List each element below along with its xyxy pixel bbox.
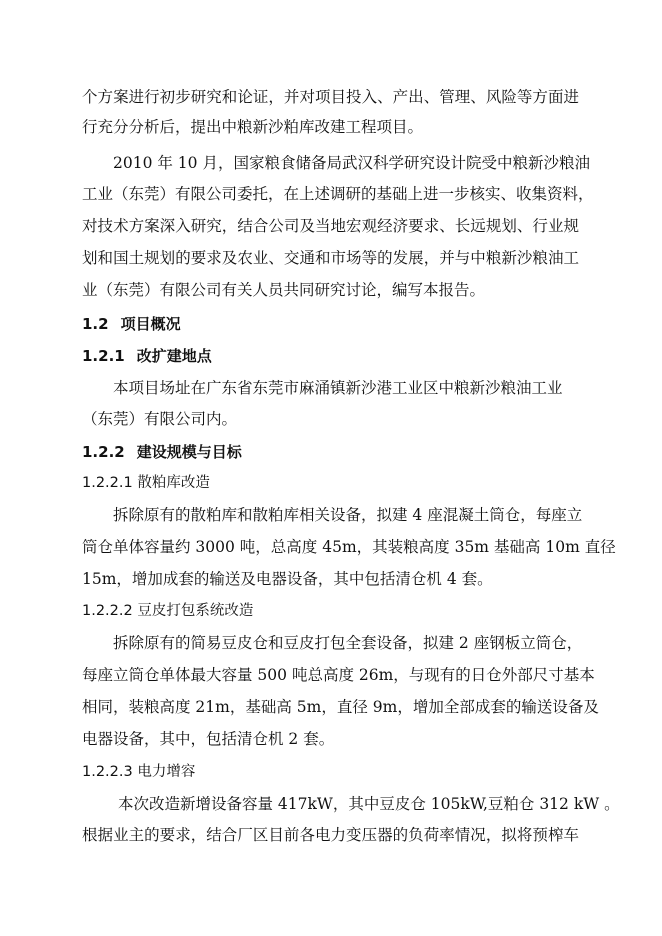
paragraph-line: 工业（东莞）有限公司委托，在上述调研的基础上进一步核实、收集资料， (82, 185, 594, 203)
heading-number: 1.2.1 (82, 347, 125, 365)
paragraph-line: 2010 年 10 月，国家粮食储备局武汉科学研究设计院受中粮新沙粮油 (113, 154, 590, 172)
paragraph-line: 本项目场址在广东省东莞市麻涌镇新沙港工业区中粮新沙粮油工业 (113, 379, 563, 397)
paragraph-line: 行充分分析后，提出中粮新沙粕库改建工程项目。 (82, 118, 424, 136)
paragraph-line: 本次改造新增设备容量 417kW，其中豆皮仓 105kW,豆粕仓 312 kW 。 (118, 795, 620, 813)
heading-number: 1.2 (82, 315, 109, 333)
heading-title: 改扩建地点 (136, 347, 212, 365)
section-heading-1-2-2-2: 1.2.2.2 豆皮打包系统改造 (82, 603, 254, 619)
paragraph-line: （东莞）有限公司内。 (82, 410, 238, 428)
section-heading-1-2 (82, 314, 181, 334)
paragraph-line: 业（东莞）有限公司有关人员共同研究讨论，编写本报告。 (82, 281, 486, 299)
paragraph-line: 拆除原有的散粕库和散粕库相关设备，拟建 4 座混凝土筒仓，每座立 (113, 506, 583, 524)
paragraph-line: 根据业主的要求，结合厂区目前各电力变压器的负荷率情况，拟将预榨车 (82, 826, 579, 844)
paragraph-line: 对技术方案深入研究，结合公司及当地宏观经济要求、长远规划、行业规 (82, 217, 579, 235)
paragraph-line: 个方案进行初步研究和论证，并对项目投入、产出、管理、风险等方面进 (82, 88, 579, 106)
heading-title: 建设规模与目标 (136, 443, 242, 461)
section-heading-1-2-2-1: 1.2.2.1 散粕库改造 (82, 475, 210, 491)
paragraph-line: 15m，增加成套的输送及电器设备，其中包括清仓机 4 套。 (82, 570, 493, 588)
paragraph-line: 每座立筒仓单体最大容量 500 吨总高度 26m，与现有的日仓外部尺寸基本 (82, 666, 595, 684)
paragraph-line: 划和国土规划的要求及农业、交通和市场等的发展，并与中粮新沙粮油工 (82, 249, 579, 267)
paragraph-line: 电器设备，其中，包括清仓机 2 套。 (82, 730, 335, 748)
paragraph-line: 相同，装粮高度 21m，基础高 5m，直径 9m，增加全部成套的输送设备及 (82, 698, 599, 716)
heading-number: 1.2.2 (82, 443, 125, 461)
heading-title: 项目概况 (120, 315, 181, 333)
paragraph-line: 筒仓单体容量约 3000 吨，总高度 45m，其装粮高度 35m 基础高 10m 直径 (82, 538, 616, 556)
paragraph-line: 拆除原有的简易豆皮仓和豆皮打包全套设备，拟建 2 座钢板立筒仓， (113, 634, 583, 652)
section-heading-1-2-1 (82, 346, 212, 366)
section-heading-1-2-2 (82, 442, 242, 462)
section-heading-1-2-2-3: 1.2.2.3 电力增容 (82, 764, 196, 780)
